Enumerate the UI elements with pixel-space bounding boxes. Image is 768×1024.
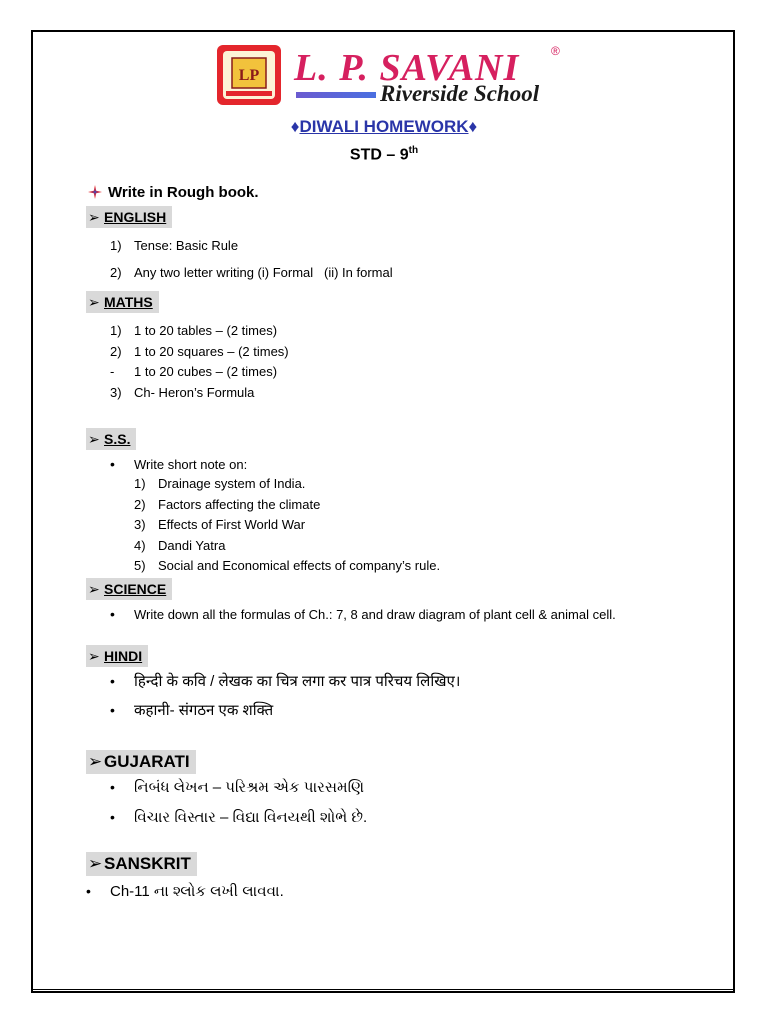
section-heading-gujarati: ➢ GUJARATI xyxy=(86,750,196,774)
bullet-item: • कहानी- संगठन एक शक्ति xyxy=(110,702,274,719)
page-title xyxy=(0,117,768,137)
section-heading-hindi: ➢ HINDI xyxy=(86,645,148,667)
title-text: DIWALI HOMEWORK xyxy=(299,117,469,136)
list-item: 2) Factors affecting the climate xyxy=(134,497,321,512)
four-point-star-icon xyxy=(88,185,102,199)
svg-text:LP: LP xyxy=(238,67,260,84)
list-item: 3) Effects of First World War xyxy=(134,517,306,532)
diamond-icon: ♦ xyxy=(290,117,300,136)
bullet-item: • નિબંધ લેખન – પરિશ્રમ એક પારસમણિ xyxy=(110,779,365,796)
list-item: 2) 1 to 20 squares – (2 times) xyxy=(110,344,289,359)
section-heading-ss: ➢ S.S. xyxy=(86,428,136,450)
registered-mark: ® xyxy=(551,44,560,58)
list-item: 2) Any two letter writing (i) Formal (ii) In formal xyxy=(110,265,393,280)
page-border-bottom-line xyxy=(31,989,735,990)
bullet-item: • વિચાર વિસ્તાર – વિદ્યા વિનયથી શોભે છે. xyxy=(110,809,368,826)
section-heading-english: ➢ ENGLISH xyxy=(86,206,172,228)
list-item: - 1 to 20 cubes – (2 times) xyxy=(110,364,278,379)
section-heading-maths: ➢ MATHS xyxy=(86,291,159,313)
bullet-item: • Ch-11 ના શ્લોક લખી લાવવા. xyxy=(86,883,284,900)
section-heading-sanskrit: ➢ SANSKRIT xyxy=(86,852,197,876)
list-item: 1) Tense: Basic Rule xyxy=(110,238,239,253)
school-seal-icon xyxy=(216,44,282,106)
arrow-icon: ➢ xyxy=(88,752,103,771)
instruction: Write in Rough book. xyxy=(88,184,259,201)
bullet-item: • हिन्दी के कवि / लेखक का चित्र लगा कर पात्र परिचय लिखिए। xyxy=(110,673,461,690)
standard-label: STD – 9th xyxy=(349,145,419,164)
list-item: 1) Drainage system of India. xyxy=(134,476,306,491)
diamond-icon: ♦ xyxy=(468,117,478,136)
bullet-item: • Write down all the formulas of Ch.: 7, 8 and draw diagram of plant cell & animal cell. xyxy=(110,606,616,622)
logo-accent-bar xyxy=(296,92,376,98)
arrow-icon: ➢ xyxy=(88,648,100,664)
arrow-icon: ➢ xyxy=(88,294,100,310)
arrow-icon: ➢ xyxy=(88,581,100,597)
list-item: 1) 1 to 20 tables – (2 times) xyxy=(110,323,278,338)
arrow-icon: ➢ xyxy=(88,209,100,225)
arrow-icon: ➢ xyxy=(88,854,103,873)
list-item: 5) Social and Economical effects of company’s rule. xyxy=(134,558,441,573)
bullet-item: • Write short note on: xyxy=(110,456,248,472)
section-heading-science: ➢ SCIENCE xyxy=(86,578,172,600)
list-item: 4) Dandi Yatra xyxy=(134,538,226,553)
school-name: L. P. SAVANI xyxy=(294,47,520,89)
school-subtitle: Riverside School xyxy=(380,81,540,106)
arrow-icon: ➢ xyxy=(88,431,100,447)
list-item: 3) Ch- Heron’s Formula xyxy=(110,385,255,400)
